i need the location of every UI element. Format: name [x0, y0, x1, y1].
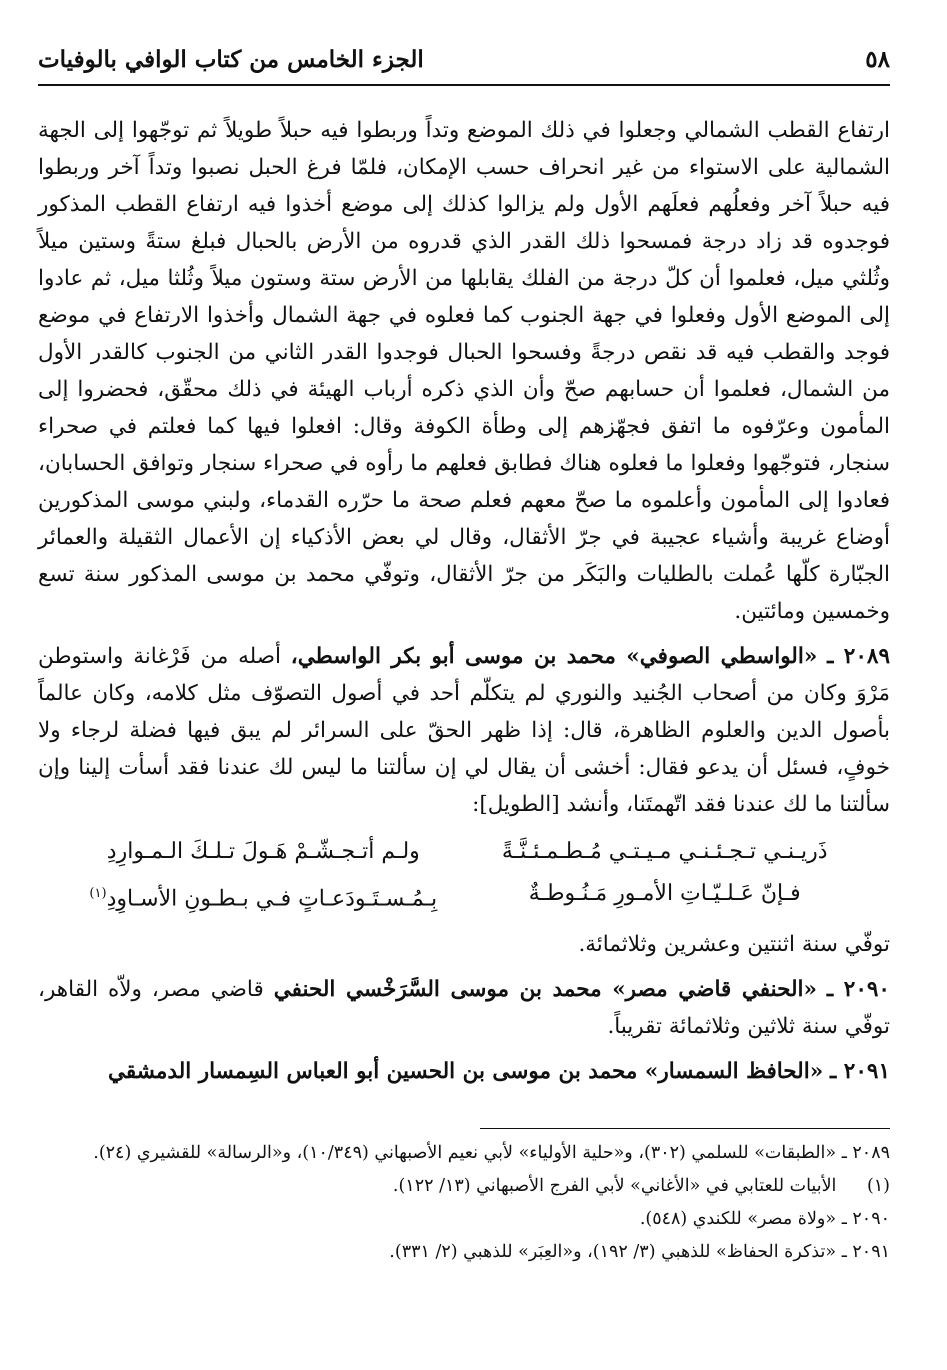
entry-number: ٢٠٩١ ـ [830, 1059, 890, 1085]
entry-text: أصله من فَرْغانة واستوطن مَرْوَ وكان من أصحاب الجُنيد والنوري لم يتكلّم أحد في أصول التصوّف مثل كلامه، وكان عالماً بأصول الدين والعلوم الظاهرة، قال: إذا ظهر الحقّ على السرائر لم يبق فيها فضلة لرجاء ولا خوفٍ، فسئل أن يدعو فقال: أخشى أن يقال لي إن سألتنا ما ليس لك عندنا فقد أسأت إلينا وإن سألتنا ما لك عندنا فقد اتّهمتَنا، وأنشد [الطويل]: [38, 644, 890, 817]
entry-heading: «الواسطي الصوفي» محمد بن موسى أبو بكر الواسطي، [290, 644, 818, 669]
footnote-number: ٢٠٩٠ ـ [841, 1209, 890, 1229]
entry-text: قاضي مصر، ولاّه القاهر، توفّي سنة ثلاثين وثلاثمائة تقريباً. [38, 977, 890, 1040]
footnote-rule [480, 1128, 890, 1129]
page-number: ٥٨ [865, 46, 890, 73]
footnote-text: الأبيات للعتابي في «الأغاني» لأبي الفرج الأصبهاني (١٣/ ١٢٢). [392, 1176, 837, 1196]
footnote-marker: (١) [89, 886, 107, 901]
page-header [38, 42, 890, 86]
footnote-number: (١) [866, 1176, 890, 1196]
verse-second-hemistich: بِـمُـسـتَـودَعـاتٍ فـي بـطـونِ الأسـاوِدِ [106, 886, 438, 912]
entry-2089-closing: توفّي سنة اثنتين وعشرين وثلاثمائة. [578, 932, 890, 958]
verse-first-hemistich: ذَريـنـي تـجـئـنـي مـيـتـي مُـطـمـئـنَّـةً [501, 839, 828, 864]
footnote-number: ٢٠٩١ ـ [841, 1242, 890, 1262]
footnote-text: «الطبقات» للسلمي (٣٠٢)، و«حلية الأولياء» لأبي نعيم الأصبهاني (١٠/٣٤٩)، و«الرسالة» للقشيري (٢٤). [93, 1143, 837, 1163]
footnote-text: «تذكرة الحفاظ» للذهبي (٣/ ١٩٢)، و«العِبَر» للذهبي (٢/ ٣٣١). [389, 1242, 837, 1262]
verse-second-hemistich-wrap [78, 873, 449, 920]
footnotes [38, 1137, 890, 1269]
entry-2091 [38, 1053, 890, 1090]
footnote [38, 1236, 890, 1269]
verse-second-hemistich: ولـم أتـجـشّـمْ هَـولَ تـلـكَ الـمـوارِدِ [106, 839, 420, 864]
poem-verse-1 [78, 831, 850, 873]
footnote [38, 1203, 890, 1236]
entry-heading: «الحافظ السمسار» محمد بن موسى بن الحسين أبو العباس السِمسار الدمشقي [107, 1059, 824, 1085]
footnote [38, 1137, 890, 1170]
poem-verse-2 [78, 873, 850, 920]
entry-number: ٢٠٨٩ ـ [827, 644, 890, 669]
footnote-text: «ولاة مصر» للكندي (٥٤٨). [639, 1209, 837, 1229]
poem [38, 831, 890, 920]
entry-2090 [38, 971, 890, 1045]
running-title: الجزء الخامس من كتاب الوافي بالوفيات [38, 46, 424, 73]
main-text [38, 112, 890, 1098]
opening-paragraph: ارتفاع القطب الشمالي وجعلوا في ذلك الموضع وتداً وربطوا فيه حبلاً طويلاً ثم توجّهوا إلى الجهة الشمالية على الاستواء من غير انحراف حسب الإمكان، فلمّا فرغ الحبل نصبوا وتداً آخر وربطوا فيه حبلاً آخر وفعلُهم فعلَهم الأول ولم يزالوا كذلك إلى موضع أخذوا فيه ارتفاع القطب المذكور فوجدوه قد زاد درجة فمسحوا ذلك القدر الذي قدروه من الأرض بالحبال فبلغ ستةً وستين ميلاً وثُلثي ميل، فعلموا أن كلّ درجة من الفلك يقابلها من الأرض ستة وستون ميلاً وثُلثا ميل، ثم عادوا إلى الموضع الأول وفعلوا في جهة الجنوب كما فعلوه في جهة الشمال وأخذوا الارتفاع في موضع فوجد والقطب فيه قد نقص درجةً وفسحوا الحبال فوجدوا القدر الثاني من الجنوب كالقدر الأول من الشمال، فعلموا أن حسابهم صحّ وأن الذي ذكره أرباب الهيئة في ذلك محقّق، فحضروا إلى المأمون وعرّفوه ما اتفق فجهّزهم إلى وطأة الكوفة وقال: افعلوا فيها كما فعلتم في صحراء سنجار، فتوجّهوا وفعلوا ما فعلوه هناك فطابق فعلهم ما رأوه في صحراء سنجار وتوافق الحسابان، فعادوا إلى المأمون وأعلموه ما صحّ معهم فعلم صحة ما حرّره القدماء، ولبني موسى المذكورين أوضاع غريبة وأشياء عجيبة في جرّ الأثقال، وقال لي بعض الأذكياء إن الأعمال الثقيلة والعمائر الجبّارة كلّها عُملت بالطليات والبَكَر من جرّ الأثقال، وتوفّي محمد بن موسى المذكور سنة تسع وخمسين ومائتين. [38, 118, 890, 624]
footnote [38, 1170, 890, 1203]
verse-first-hemistich: فـإنّ عَـلـيّـاتِ الأمـورِ مَـنُـوطـةٌ [528, 881, 801, 906]
entry-number: ٢٠٩٠ ـ [826, 977, 890, 1003]
header-rule [38, 84, 890, 86]
footnote-number: ٢٠٨٩ ـ [841, 1143, 890, 1163]
entry-heading: «الحنفي قاضي مصر» محمد بن موسى السَّرَخْسي الحنفي [273, 977, 817, 1003]
entry-2089 [38, 638, 890, 823]
